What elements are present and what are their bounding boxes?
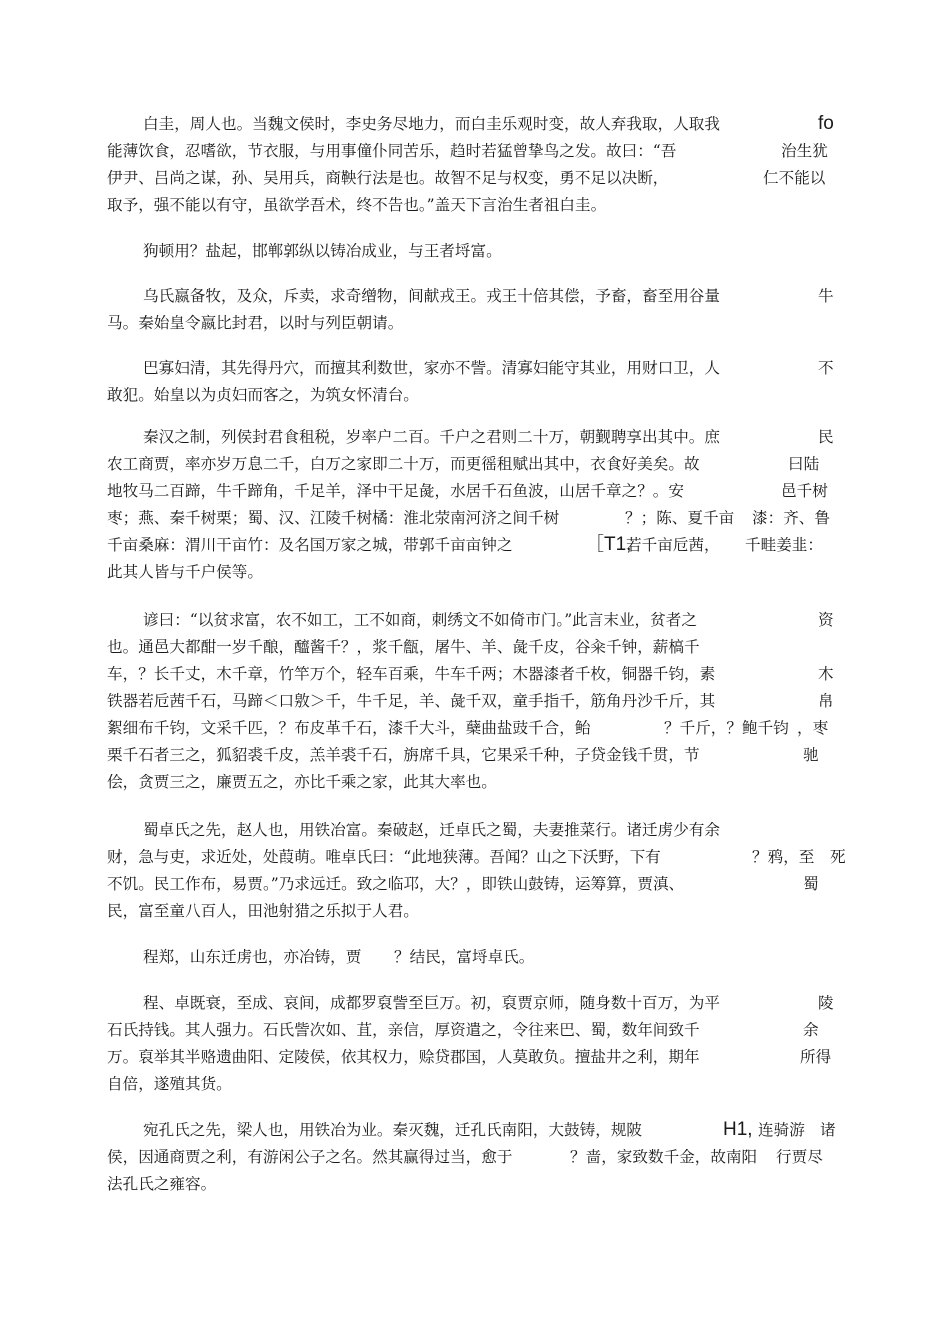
text-line: 秦汉之制，列侯封君食租税，岁率户二百。千户之君则二十万，朝觐聘享出其中。庶 <box>143 428 720 446</box>
text-line: 蜀 <box>803 875 819 893</box>
text-line: 伊尹、吕尚之谋，孙、吴用兵，商鞅行法是也。故智不足与权变，勇不足以决断， <box>107 169 669 187</box>
text-line: 民 <box>818 428 834 446</box>
text-line: 絮细布千钧，文采千匹，？布皮革千石，漆千大斗，蘖曲盐豉千合，鲐 <box>107 719 591 737</box>
text-line: 余 <box>803 1021 819 1039</box>
text-line: 此其人皆与千户侯等。 <box>107 563 263 581</box>
text-line: 邑千树 <box>781 482 828 500</box>
text-line: ？；陈、夏千亩 <box>625 509 735 527</box>
text-line: 农工商贾，率亦岁万息二千，白万之家即二十万，而更徭租赋出其中，衣食好美矣。故 <box>107 455 700 473</box>
text-line: 曰陆 <box>788 455 820 473</box>
text-line: 民，富至童八百人，田池射猎之乐拟于人君。 <box>107 902 419 920</box>
text-line: 石氏持钱。其人强力。石氏訾次如、苴，亲信，厚资遣之，令往来巴、蜀，数年间致千 <box>107 1021 700 1039</box>
text-line: 地牧马二百蹄，牛千蹄角，千足羊，泽中干足彘，水居千石鱼波，山居千章之？。安 <box>107 482 684 500</box>
text-line: 程、卓既衰，至成、哀间，成都罗裒訾至巨万。初，裒贾京师，随身数十百万，为平 <box>143 994 720 1012</box>
text-line: 诸 <box>820 1121 836 1139</box>
text-line: 蜀卓氏之先，赵人也，用铁冶富。秦破赵，迁卓氏之蜀，夫妻推菜行。诸迁虏少有余 <box>143 821 720 839</box>
text-line: fo <box>818 113 834 134</box>
text-line: 死 <box>830 848 846 866</box>
text-line: 千亩桑麻：渭川干亩竹：及名国万家之城，带郭千亩亩钟之 <box>107 536 513 554</box>
text-line: 驰 <box>803 746 819 764</box>
text-line: ？结民，富埒卓氏。 <box>394 948 535 966</box>
text-line: 仁不能以 <box>763 169 826 187</box>
text-line: 财，急与吏，求近处，处葭萌。唯卓氏曰：“此地狭薄。吾闻？山之下沃野，下有 <box>107 848 661 866</box>
text-line: 枣；燕、秦千树栗；蜀、汉、江陵千树橘：淮北荥南河济之间千树 <box>107 509 560 527</box>
text-line: ？千斤，？鲍千钧 <box>664 719 789 737</box>
text-line: ？鸦，至 <box>752 848 815 866</box>
text-line: 不 <box>818 359 834 377</box>
text-line: 白圭，周人也。当魏文侯时，李史务尽地力，而白圭乐观时变，故人弃我取，人取我 <box>143 115 720 133</box>
text-line: 治生犹 <box>781 142 828 160</box>
text-line: 取予，强不能以有守，虽欲学吾术，终不告也。”盖天下言治生者祖白圭。 <box>107 196 607 214</box>
text-line: 乌氏嬴备牧，及众，斥卖，求奇缯物，间献戎王。戎王十倍其偿，予畜，畜至用谷量 <box>143 287 720 305</box>
text-line: 千畦姜韭： <box>745 536 823 554</box>
text-line: 侩，贪贾三之，廉贾五之，亦比千乘之家，此其大率也。 <box>107 773 497 791</box>
text-line: 帛 <box>818 692 834 710</box>
text-line: 自倍，遂殖其货。 <box>107 1075 232 1093</box>
text-line: ，枣 <box>797 719 829 737</box>
text-line: 连骑游 <box>758 1121 805 1139</box>
text-line: 所得 <box>800 1048 832 1066</box>
text-line: 栗千石者三之，狐貂裘千皮，羔羊裘千石，旃席千具，它果采千种，子贷金钱千贯，节 <box>107 746 700 764</box>
text-line: 铁器若卮茜千石，马蹄＜口敫＞千，牛千足，羊、彘千双，童手指千，筋角丹沙千斤，其 <box>107 692 716 710</box>
text-line: ？啬，家致数千金，故南阳 <box>570 1148 758 1166</box>
text-line: 也。通邑大都酣一岁千酿，醯酱千？，浆千甔，屠牛、羊、彘千皮，谷籴千钟，薪槁千 <box>107 638 700 656</box>
text-line: 木 <box>818 665 834 683</box>
text-line: 敢犯。始皇以为贞妇而客之，为筑女怀清台。 <box>107 386 419 404</box>
text-line: 程郑，山东迁虏也，亦冶铸，贾 <box>143 948 362 966</box>
text-line: 牛 <box>818 287 834 305</box>
text-line: 陵 <box>818 994 834 1012</box>
text-line: 马。秦始皇令嬴比封君，以时与列臣朝请。 <box>107 314 404 332</box>
text-line: 行贾尽 <box>776 1148 823 1166</box>
text-line: 不饥。民工作布，易贾。”乃求远迁。致之临邛，大？，即铁山鼓铸，运筹算，贾滇、 <box>107 875 685 893</box>
text-line: 谚曰：“以贫求富，农不如工，工不如商，刺绣文不如倚市门。”此言末业，贫者之 <box>143 611 697 629</box>
text-line: 车，？长千丈，木千章，竹竿万个，轻车百乘，牛车千两；木器漆者千枚，铜器千钧，素 <box>107 665 716 683</box>
text-line: ［T1, <box>585 534 632 555</box>
text-line: 万。裒举其半赂遗曲阳、定陵侯，依其权力，赊贷郡国，人莫敢负。擅盐井之利，期年 <box>107 1048 700 1066</box>
text-line: 侯，因通商贾之利，有游闲公子之名。然其赢得过当，愈于 <box>107 1148 513 1166</box>
text-line: 资 <box>818 611 834 629</box>
text-line: 宛孔氏之先，梁人也，用铁冶为业。秦灭魏，迁孔氏南阳，大鼓铸，规陂 <box>143 1121 643 1139</box>
text-line: 巴寡妇清，其先得丹穴，而擅其利数世，家亦不訾。清寡妇能守其业，用财口卫，人 <box>143 359 720 377</box>
text-line: 能薄饮食，忍嗜欲，节衣服，与用事僮仆同苦乐，趋时若猛曾挚鸟之发。故曰：“吾 <box>107 142 677 160</box>
text-line: 漆：齐、鲁 <box>752 509 830 527</box>
text-line: H1, <box>723 1119 753 1140</box>
text-line: 若千亩卮茜， <box>626 536 720 554</box>
text-line: 狗顿用？盐起，邯郸郭纵以铸冶成业，与王者埒富。 <box>143 242 502 260</box>
text-line: 法孔氏之雍容。 <box>107 1175 217 1193</box>
